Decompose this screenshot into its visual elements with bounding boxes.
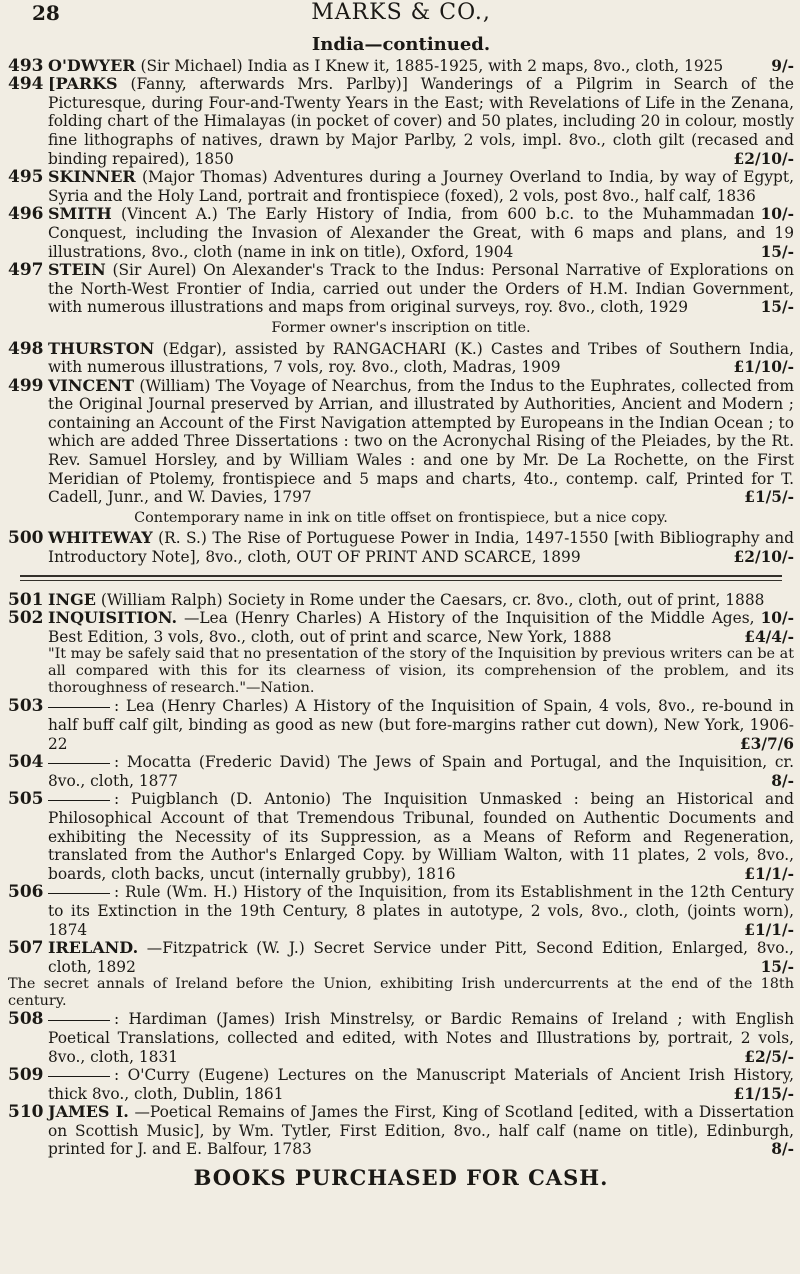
entry-number: 494 (8, 74, 44, 95)
entry-author: SKINNER (48, 167, 136, 187)
catalogue-entry (8, 939, 794, 976)
entry-number: 504 (8, 752, 44, 773)
entry-description: —Lea (Henry Charles) A History of the Inquisition of the Middle Ages, Best Edition, 3 vols, 8vo., cloth, out of print and scarce, New York, 1888 (48, 609, 755, 646)
entry-description: : Rule (Wm. H.) History of the Inquisition, from its Establishment in the 12th Century to its Extinction in the 19th Century, 8 plates in autotype, 2 vols, 8vo., cloth, (joints worn), 1874 (48, 883, 794, 939)
entry-price: £1/5/- (744, 488, 794, 507)
catalogue-entry (8, 261, 794, 317)
ditto-rule (48, 893, 110, 894)
ditto-rule (48, 1020, 110, 1021)
page-header (8, 0, 794, 30)
entry-author: THURSTON (48, 338, 155, 358)
page-number: 28 (32, 1, 60, 25)
entry-note: Contemporary name in ink on title offset on frontispiece, but a nice copy. (134, 509, 668, 526)
entry-author: SMITH (48, 204, 112, 224)
catalogue-entry (8, 340, 794, 377)
entry-price: 15/- (760, 298, 794, 317)
entry-author: VINCENT (48, 375, 134, 395)
entry-price: £3/7/6 (739, 734, 794, 753)
catalogue-entry (8, 377, 794, 507)
entry-number: 503 (8, 696, 44, 717)
ditto-rule (48, 1076, 110, 1077)
entry-price: 15/- (760, 957, 794, 976)
catalogue-entry (8, 697, 794, 753)
entry-description: (R. S.) The Rise of Portuguese Power in India, 1497-1550 [with Bibliography and Introductory Note], 8vo., cloth, OUT OF PRINT AND SCARCE, 1899 (48, 529, 794, 567)
section-divider (20, 575, 782, 581)
catalogue-entry (8, 75, 794, 168)
entry-price: £1/1/- (744, 864, 794, 883)
entry-description: : O'Curry (Eugene) Lectures on the Manuscript Materials of Ancient Irish History, thick 8vo., cloth, Dublin, 1861 (48, 1066, 794, 1103)
catalogue-entry (8, 790, 794, 883)
entry-author: INGE (48, 589, 96, 609)
footer-notice: BOOKS PURCHASED FOR CASH. (193, 1165, 609, 1191)
entry-number: 510 (8, 1102, 44, 1123)
entry-price: £2/10/- (733, 548, 794, 567)
entry-number: 497 (8, 260, 44, 281)
description-quote: The secret annals of Ireland before the Union, exhibiting Irish undercurrents at the end of the 18th century. (8, 976, 794, 1010)
entry-price: 10/- (760, 609, 794, 628)
ditto-rule (48, 707, 110, 708)
ditto-rule (48, 800, 110, 801)
section-title: India—continued. (311, 34, 491, 55)
entry-description: (Vincent A.) The Early History of India, from 600 b.c. to the Muhammadan Conquest, including the Invasion of Alexander the Great, with 6 maps and plans, and 19 illustrations, 8vo., cloth (name in ink on title), Oxford, 1904 (48, 205, 794, 261)
entry-description: : Hardiman (James) Irish Minstrelsy, or Bardic Remains of Ireland ; with English Poetical Translations, collected and edited, with Notes and Illustrations by, portrait, 2 vols, 8vo., cloth, 1831 (48, 1010, 794, 1066)
catalogue-entry (8, 205, 794, 261)
entry-price: £1/10/- (733, 358, 794, 377)
entry-price: 9/- (771, 56, 794, 75)
entry-price: £4/4/- (744, 627, 794, 646)
entry-price: £2/5/- (744, 1047, 794, 1066)
entry-description: (William Ralph) Society in Rome under the Caesars, cr. 8vo., cloth, out of print, 1888 (100, 590, 765, 609)
catalogue-entry (8, 609, 794, 646)
catalogue-entry (8, 529, 794, 566)
review-quote: "It may be safely said that no presentation of the story of the Inquisition by previous writers can be at all compared with this for its clearness of vision, its comprehension of the problem, and its thoroughness of research."—Nation. (48, 646, 794, 697)
entry-number: 495 (8, 167, 44, 188)
entry-number: 501 (8, 589, 44, 610)
entry-price: £1/15/- (733, 1084, 794, 1103)
entry-description: : Puigblanch (D. Antonio) The Inquisition Unmasked : being an Historical and Philosophical Account of that Tremendous Tribunal, founded on Authentic Documents and exhibiting the Necessity of its Suppression, as a Means of Reform and Regeneration, translated from the Author's Enlarged Copy. by William Walton, with 11 plates, 2 vols, 8vo., boards, cloth backs, uncut (internally grubby), 1816 (48, 790, 794, 883)
catalogue-entry (8, 883, 794, 939)
entry-note: Former owner's inscription on title. (271, 319, 531, 336)
entry-price: £1/1/- (744, 920, 794, 939)
entry-number: 500 (8, 528, 44, 549)
catalogue-entry (8, 1103, 794, 1159)
entry-list-india (8, 57, 794, 567)
entry-description: (Major Thomas) Adventures during a Journey Overland to India, by way of Egypt, Syria and the Holy Land, portrait and frontispiece (foxed), 2 vols, post 8vo., half calf, 1836 (48, 168, 794, 205)
entry-number: 498 (8, 338, 44, 359)
catalogue-entry (8, 57, 794, 76)
entry-description: (Fanny, afterwards Mrs. Parlby)] Wanderings of a Pilgrim in Search of the Picturesque, during Four-and-Twenty Years in the East; with Revelations of Life in the Zenana, folding chart of the Himalayas (in pocket of cover) and 50 plates, including 20 in colour, mostly fine lithographs of natives, drawn by Major Parlby, 2 vols, impl. 8vo., cloth gilt (recased and binding repaired), 1850 (48, 75, 794, 168)
entry-number: 505 (8, 789, 44, 810)
entry-price: 15/- (760, 242, 794, 261)
entry-price: 8/- (771, 1140, 794, 1159)
entry-description: (Sir Aurel) On Alexander's Track to the Indus: Personal Narrative of Explorations on the North-West Frontier of India, carried out under the Orders of H.M. Indian Government, with numerous illustrations and maps from original surveys, roy. 8vo., cloth, 1929 (48, 261, 794, 317)
entry-number: 502 (8, 608, 44, 629)
entry-description: (Edgar), assisted by RANGACHARI (K.) Castes and Tribes of Southern India, with numerous illustrations, 7 vols, roy. 8vo., cloth, Madras, 1909 (48, 339, 794, 377)
entry-number: 499 (8, 375, 44, 396)
entry-number: 508 (8, 1009, 44, 1030)
entry-number: 507 (8, 938, 44, 959)
entry-price: 10/- (760, 205, 794, 224)
entry-price: 8/- (771, 771, 794, 790)
entry-description: —Poetical Remains of James the First, King of Scotland [edited, with a Dissertation on Scottish Music], by Wm. Tytler, First Edition, 8vo., half calf (name on title), Edinburgh, printed for J. and E. Balfour, 1783 (48, 1103, 794, 1159)
entry-author: [PARKS (48, 74, 118, 94)
entry-author: STEIN (48, 260, 106, 280)
entry-list-ireland (8, 1010, 794, 1159)
entry-author: INQUISITION. (48, 608, 178, 628)
running-title: MARKS & CO., (311, 0, 491, 25)
entry-description: (William) The Voyage of Nearchus, from the Indus to the Euphrates, collected from the Original Journal preserved by Arrian, and illustrated by Authorities, Ancient and Modern ; containing an Account of the First Navigation attempted by Europeans in the Indian Ocean ; to which are added Three Dissertations : two on the Acronychal Rising of the Pleiades, by the Rt. Rev. Samuel Horsley, and by William Wales : and one by Mr. De La Rochette, on the First Meridian of Ptolemy, frontispiece and 5 maps and charts, 4to., contemp. calf, Printed for T. Cadell, Junr., and W. Davies, 1797 (48, 376, 794, 507)
entry-author: O'DWYER (48, 55, 136, 75)
catalogue-entry (8, 1010, 794, 1066)
entry-number: 493 (8, 55, 44, 76)
entry-price: £2/10/- (733, 149, 794, 168)
catalogue-entry (8, 1066, 794, 1103)
catalogue-entry (8, 753, 794, 790)
entry-author: IRELAND. (48, 938, 139, 958)
entry-description: : Lea (Henry Charles) A History of the Inquisition of Spain, 4 vols, 8vo., re-bound in half buff calf gilt, binding as good as new (but fore-margins rather cut down), New York, 1906-22 (48, 697, 794, 753)
ditto-rule (48, 763, 110, 764)
entry-number: 506 (8, 882, 44, 903)
entry-number: 496 (8, 204, 44, 225)
entry-description: : Mocatta (Frederic David) The Jews of Spain and Portugal, and the Inquisition, cr. 8vo., cloth, 1877 (48, 753, 794, 790)
entry-list-continued (8, 697, 794, 976)
entry-description: —Fitzpatrick (W. J.) Secret Service under Pitt, Second Edition, Enlarged, 8vo., cloth, 1892 (48, 939, 794, 976)
entry-number: 509 (8, 1065, 44, 1086)
entry-list-inquisition (8, 591, 794, 647)
entry-description: (Sir Michael) India as I Knew it, 1885-1925, with 2 maps, 8vo., cloth, 1925 (140, 56, 724, 75)
entry-author: JAMES I. (48, 1102, 129, 1122)
entry-author: WHITEWAY (48, 528, 153, 548)
